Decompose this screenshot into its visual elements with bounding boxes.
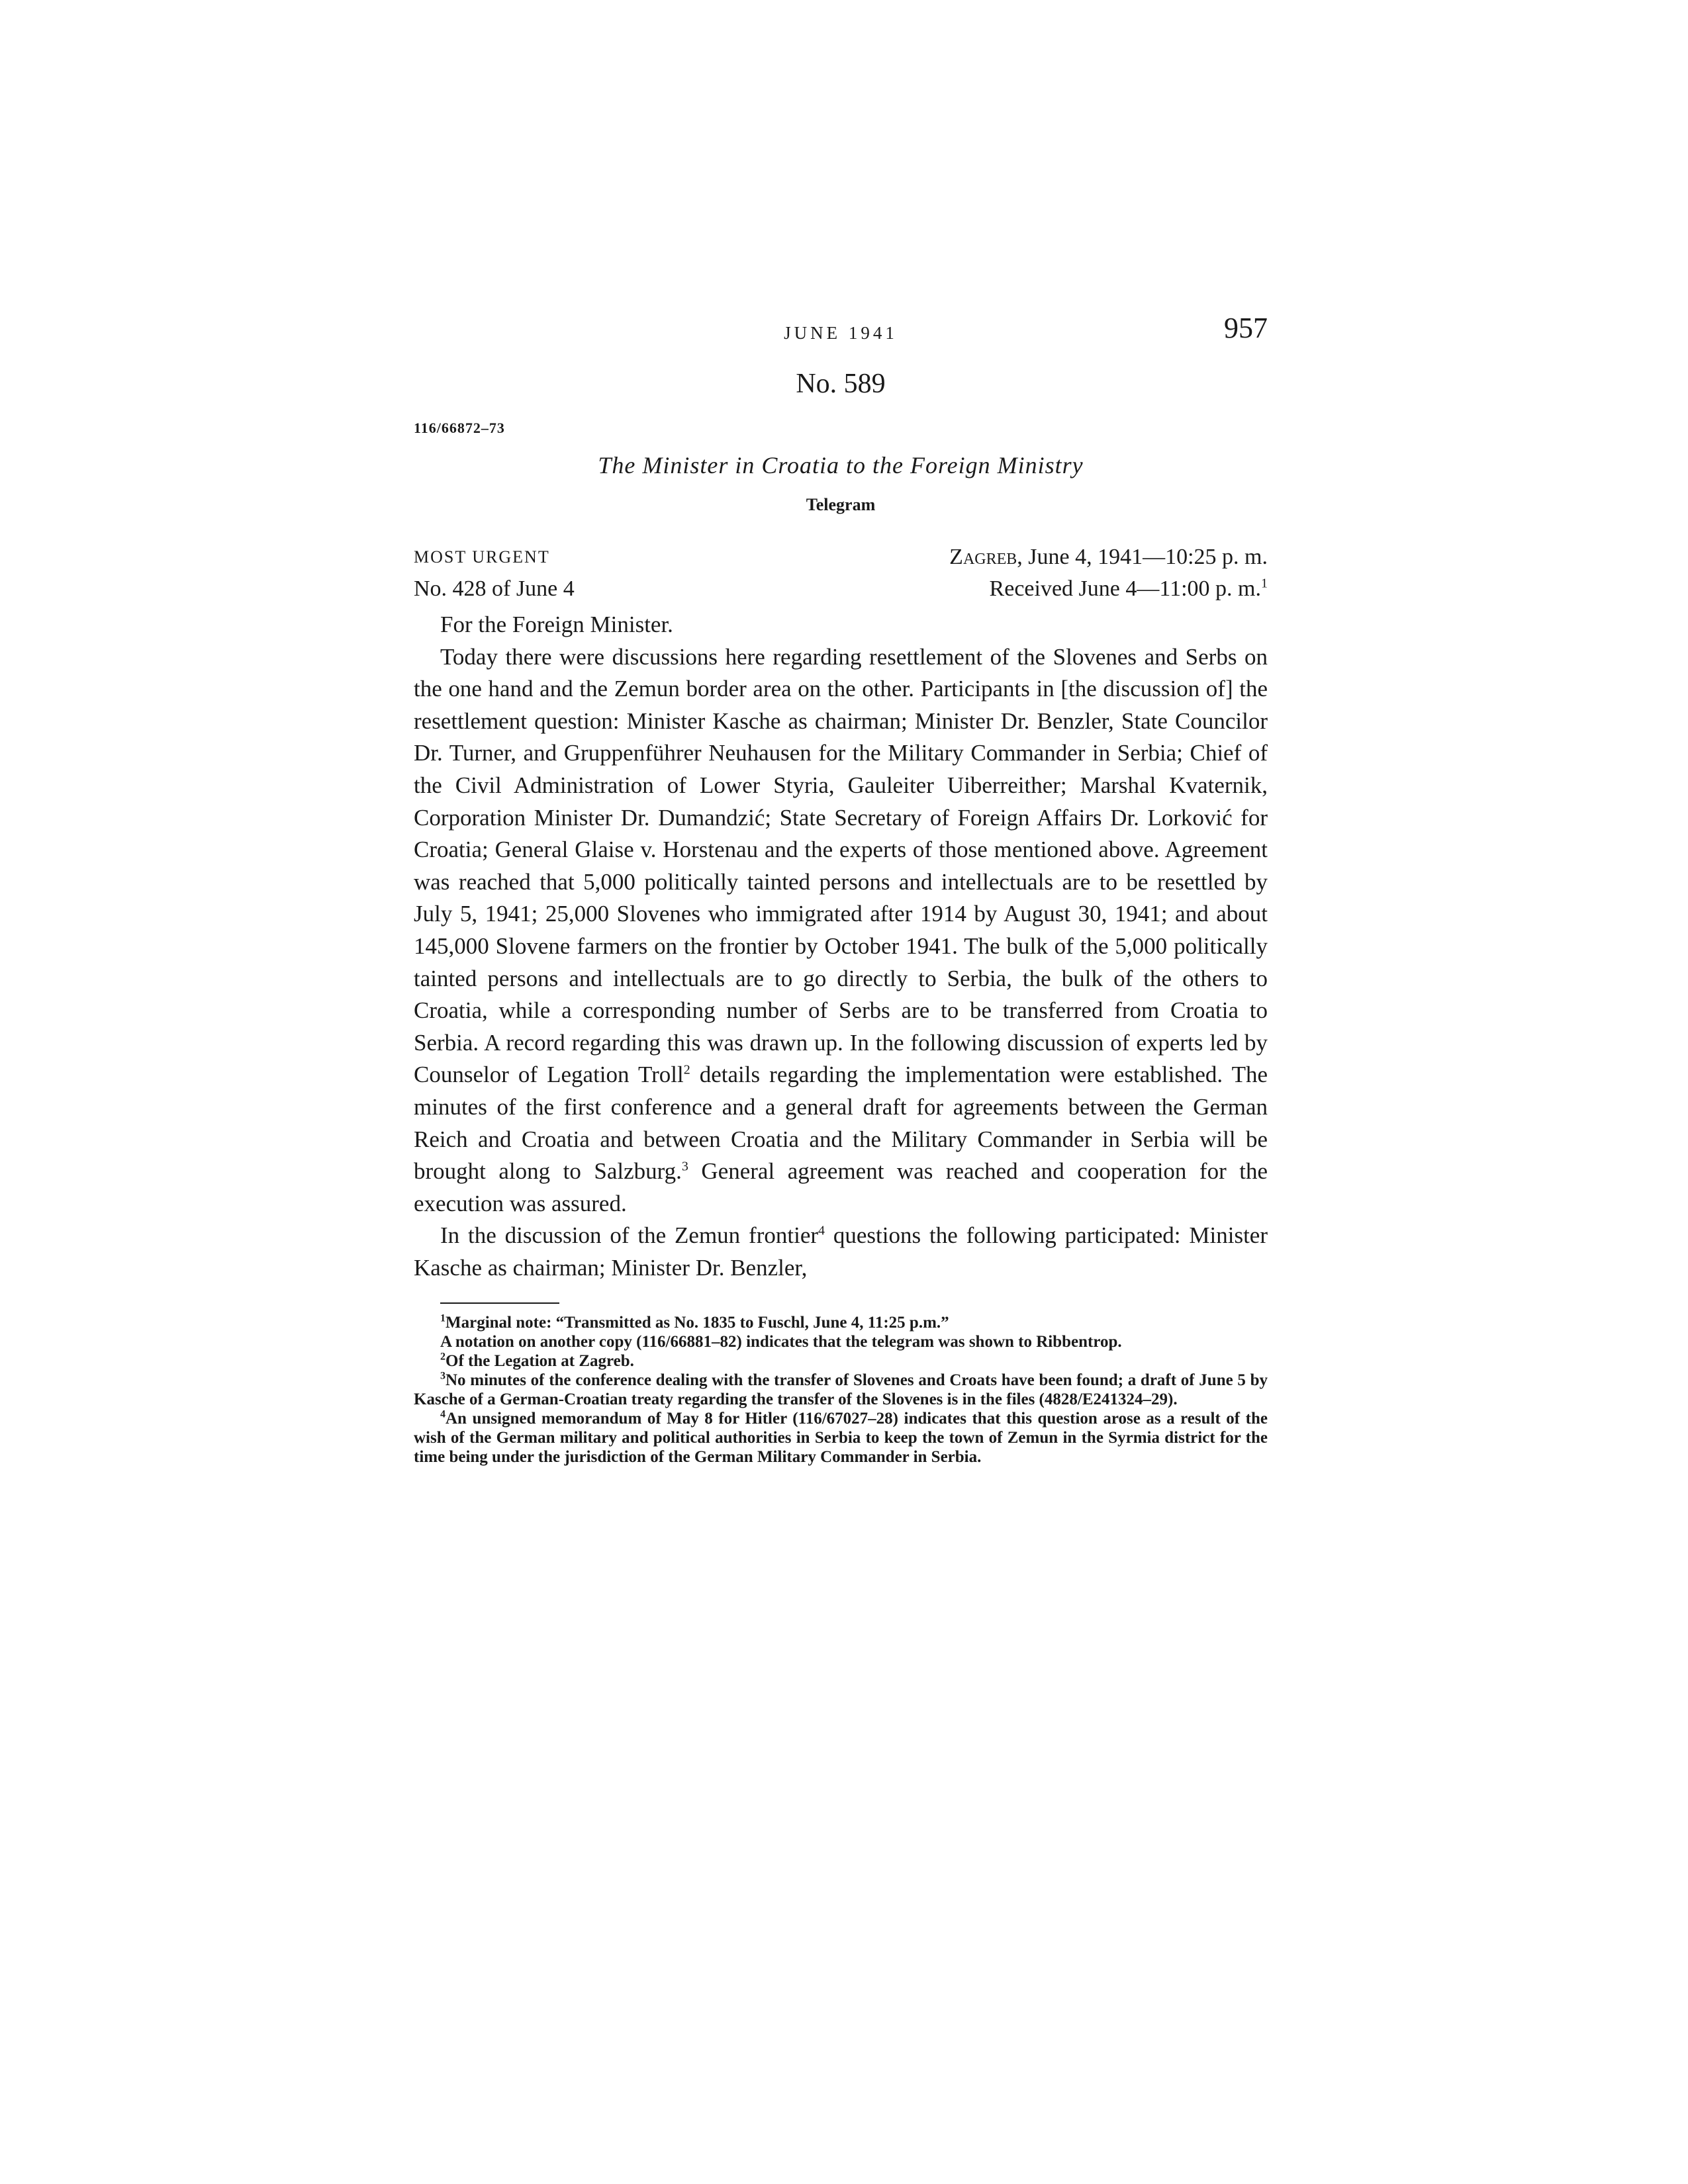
footnote bbox=[414, 1371, 1268, 1409]
footnote bbox=[414, 1351, 1268, 1371]
footnote-mark: 4 bbox=[440, 1409, 445, 1421]
footnotes bbox=[414, 1313, 1268, 1467]
footnote bbox=[414, 1409, 1268, 1467]
running-title: JUNE 1941 bbox=[784, 323, 898, 343]
paragraph-2-text-b: questions the following participated: Minister Kasche as chairman; Minister Dr. Benzler, bbox=[414, 1222, 1268, 1281]
header-row-1 bbox=[414, 541, 1268, 573]
urgency-label: MOST URGENT bbox=[414, 547, 550, 567]
paragraph-1 bbox=[414, 641, 1268, 1220]
paragraph-1-text-b: details regarding the implementation were established. The minutes of the first conference and a general draft for agreements between the German Reich and Croatia and between Croatia and the Military Commander in Serbia will be brought along to Salzburg. bbox=[414, 1062, 1268, 1185]
received-datetime: Received June 4—11:00 p. m. bbox=[989, 576, 1261, 601]
file-number: 116/66872–73 bbox=[414, 420, 505, 436]
footnote-mark: 1 bbox=[440, 1313, 445, 1325]
footnote-text: Marginal note: “Transmitted as No. 1835 to Fuschl, June 4, 11:25 p.m.” bbox=[445, 1314, 949, 1332]
header-row-2 bbox=[414, 573, 1268, 605]
footnote-mark: 2 bbox=[440, 1351, 445, 1363]
footnote-rule bbox=[440, 1302, 559, 1304]
footnote-mark: 3 bbox=[440, 1371, 445, 1383]
footnote-marker: 2 bbox=[683, 1062, 690, 1077]
paragraph-2 bbox=[414, 1220, 1268, 1284]
footnote bbox=[414, 1313, 1268, 1332]
footnote-marker: 3 bbox=[681, 1159, 688, 1174]
sent-datetime: , June 4, 1941—10:25 p. m. bbox=[1017, 545, 1268, 569]
sent-place: Zagreb bbox=[949, 545, 1017, 569]
document-page bbox=[414, 311, 1268, 1467]
footnote-text: A notation on another copy (116/66881–82) indicates that the telegram was shown to Ribbentrop. bbox=[440, 1333, 1122, 1351]
footnote-marker: 4 bbox=[818, 1223, 825, 1238]
document-type: Telegram bbox=[806, 495, 876, 514]
paragraph-1-text-a: Today there were discussions here regarding resettlement of the Slovenes and Serbs on the one hand and the Zemun border area on the other. Participants in [the discussion of] the resettlement question: Minister Kasche as chairman; Minister Dr. Benzler, State Councilor Dr. Turner, and Gruppenführer Neuhausen for the Military Commander in Serbia; Chief of the Civil Administration of Lower Styria, Gauleiter Uiberreither; Marshal Kvaternik, Corporation Minister Dr. Dumandzić; State Secretary of Foreign Affairs Dr. Lorković for Croatia; General Glaise v. Horstenau and the experts of those mentioned above. Agreement was reached that 5,000 politically tainted persons and intellectuals are to be resettled by July 5, 1941; 25,000 Slovenes who immigrated after 1914 by August 30, 1941; and about 145,000 Slovene farmers on the frontier by October 1941. The bulk of the 5,000 politically tainted persons and intellectuals are to go directly to Serbia, the bulk of the others to Croatia, while a corresponding number of Serbs are to be transferred from Croatia to Serbia. A record regarding this was drawn up. In the following discussion of experts led by Counselor of Legation Troll bbox=[414, 643, 1268, 1088]
footnote-text: No minutes of the conference dealing with the transfer of Slovenes and Croats have been found; a draft of June 5 by Kasche of a German-Croatian treaty regarding the transfer of the Slovenes is in the files (4828/E241324–29). bbox=[414, 1371, 1268, 1409]
document-title: The Minister in Croatia to the Foreign Ministry bbox=[598, 452, 1084, 478]
running-head bbox=[414, 311, 1268, 351]
footnote-marker: 1 bbox=[1261, 576, 1268, 591]
telegram-header bbox=[414, 541, 1268, 605]
paragraph-1-text-c: General agreement was reached and cooperation for the execution was assured. bbox=[414, 1158, 1268, 1216]
reference-number: No. 428 of June 4 bbox=[414, 576, 575, 601]
received-line bbox=[990, 573, 1268, 605]
footnote bbox=[414, 1332, 1268, 1351]
footnote-text: Of the Legation at Zagreb. bbox=[445, 1352, 634, 1371]
document-number: No. 589 bbox=[796, 369, 886, 399]
paragraph-2-text-a: In the discussion of the Zemun frontier bbox=[440, 1222, 819, 1249]
footnote-text: An unsigned memorandum of May 8 for Hitler (116/67027–28) indicates that this question arose as a result of the wish of the German military and political authorities in Serbia to keep the town of Zemun in the Syrmia district for the time being under the jurisdiction of the German Military Commander in Serbia. bbox=[414, 1410, 1268, 1467]
page-number: 957 bbox=[1224, 312, 1268, 344]
sent-line bbox=[949, 541, 1268, 573]
salutation: For the Foreign Minister. bbox=[440, 612, 673, 637]
